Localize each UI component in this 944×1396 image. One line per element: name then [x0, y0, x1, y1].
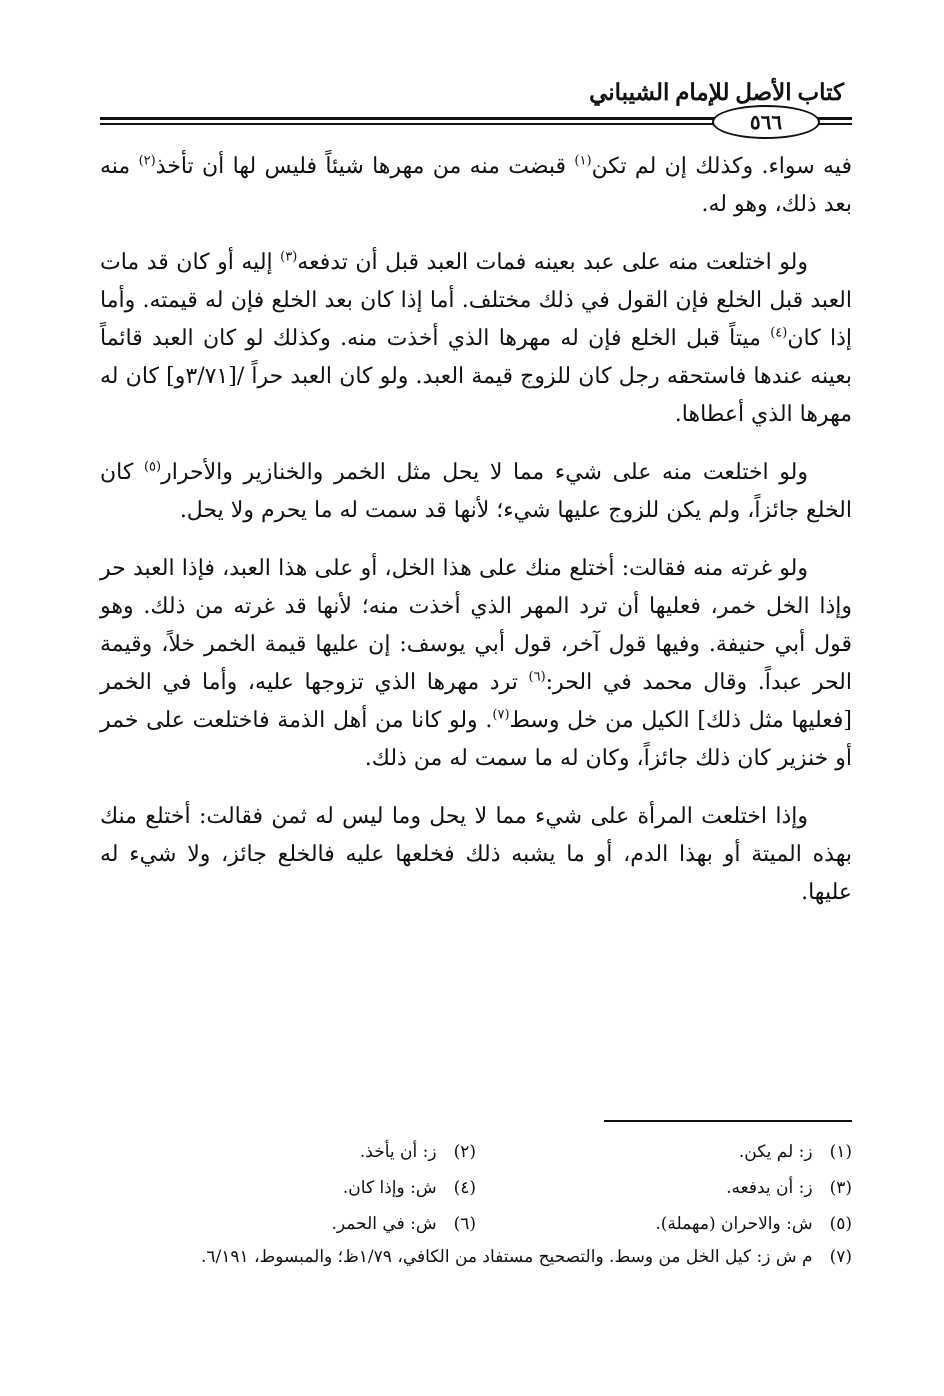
paragraph-5 [100, 798, 852, 912]
footnote-7 [100, 1242, 852, 1272]
text-run: منه بعد ذلك، وهو له. [100, 154, 852, 217]
paragraph-1 [100, 148, 852, 224]
footnote-1 [476, 1134, 852, 1170]
paragraph-2 [100, 244, 852, 434]
footnote-text: ز: أن يأخذ. [359, 1142, 437, 1162]
footnote-number: (٥) [829, 1214, 852, 1234]
footnote-2 [100, 1134, 476, 1170]
footnote-row [100, 1206, 852, 1242]
footnote-number: (٣) [829, 1178, 852, 1198]
text-run: إليه أو كان قد مات العبد قبل الخلع فإن القول في ذلك مختلف. أما إذا كان بعد الخلع فإن له قيمته. وأما إذا كان [100, 250, 852, 351]
text-run: . ولو كانا من أهل الذمة فاختلعت على خمر أو خنزير كان ذلك جائزاً، وكان له ما سمت له من ذلك. [100, 708, 852, 771]
footnote-number: (٢) [453, 1142, 476, 1162]
text-run: ولو غرته منه فقالت: أختلع منك على هذا الخل، أو على هذا العبد، فإذا العبد حر وإذا الخل خمر، فعليها أن ترد المهر الذي أخذت منه؛ لأنها قد غرته من ذلك. وهو قول أبي حنيفة. وفيها قول آخر، قول أبي يوسف: إن عليها قيمة الخمر خلاً، وقيمة الحر عبداً. وقال محمد في الحر: [100, 556, 852, 695]
text-run: ولو اختلعت منه على شيء مما لا يحل مثل الخمر والخنازير والأحرار [161, 460, 808, 485]
footnote-ref: (٤) [770, 325, 788, 341]
footnotes [100, 1134, 852, 1272]
paragraph-4 [100, 550, 852, 778]
main-text [100, 148, 852, 932]
footnote-5 [476, 1206, 852, 1242]
page-number-badge: ٥٦٦ [712, 105, 820, 139]
footnote-row [100, 1134, 852, 1170]
footnote-ref: (١) [574, 153, 592, 169]
footnote-text: ش: والاحران (مهملة). [655, 1214, 813, 1234]
text-run: ولو اختلعت منه على عبد بعينه فمات العبد قبل أن تدفعه [297, 250, 809, 275]
text-run: وإذا اختلعت المرأة على شيء مما لا يحل وما ليس له ثمن فقالت: أختلع منك بهذه الميتة أو بهذا الدم، أو ما يشبه ذلك فخلعها عليه فالخلع جائز، ولا شيء له عليها. [100, 804, 852, 905]
footnote-text: ز: أن يدفعه. [726, 1178, 813, 1198]
footnote-number: (٦) [453, 1214, 476, 1234]
footnote-number: (٧) [829, 1247, 852, 1267]
footnote-ref: (٧) [492, 707, 510, 723]
footnote-3 [476, 1170, 852, 1206]
footnote-separator [604, 1120, 852, 1122]
paragraph-3 [100, 454, 852, 530]
footnote-number: (١) [829, 1142, 852, 1162]
text-run: ميتاً قبل الخلع فإن له مهرها الذي أخذت منه. وكذلك لو كان العبد قائماً بعينه عندها فاستحقه رجل كان للزوج قيمة العبد. ولو كان العبد حراً /[٣/٧١و] كان له مهرها الذي أعطاها. [100, 326, 852, 427]
footnote-4 [100, 1170, 476, 1206]
footnote-number: (٤) [453, 1178, 476, 1198]
footnote-text: ز: لم يكن. [738, 1142, 813, 1162]
footnote-text: ش: في الحمر. [331, 1214, 437, 1234]
footnote-ref: (٦) [528, 669, 546, 685]
text-run: قبضت منه من مهرها شيئاً فليس لها أن تأخذ [155, 154, 575, 179]
footnote-text: م ش ز: كيل الخل من وسط. والتصحيح مستفاد من الكافي، ١/٧٩ظ؛ والمبسوط، ٦/١٩١. [200, 1247, 813, 1267]
footnote-text: ش: وإذا كان. [342, 1178, 437, 1198]
footnote-ref: (٣) [280, 249, 298, 265]
running-header-title: كتاب الأصل للإمام الشيباني [589, 80, 844, 105]
text-run: كان الخلع جائزاً، ولم يكن للزوج عليها شيء؛ لأنها قد سمت له ما يحرم ولا يحل. [100, 460, 852, 523]
footnote-row [100, 1170, 852, 1206]
text-run: فيه سواء. وكذلك إن لم تكن [591, 154, 852, 179]
text-run: ترد مهرها الذي تزوجها عليه، وأما في الخمر [فعليها مثل ذلك] الكيل من خل وسط [100, 670, 852, 733]
footnote-6 [100, 1206, 476, 1242]
footnote-ref: (٥) [143, 459, 162, 475]
footnote-ref: (٢) [138, 153, 156, 169]
